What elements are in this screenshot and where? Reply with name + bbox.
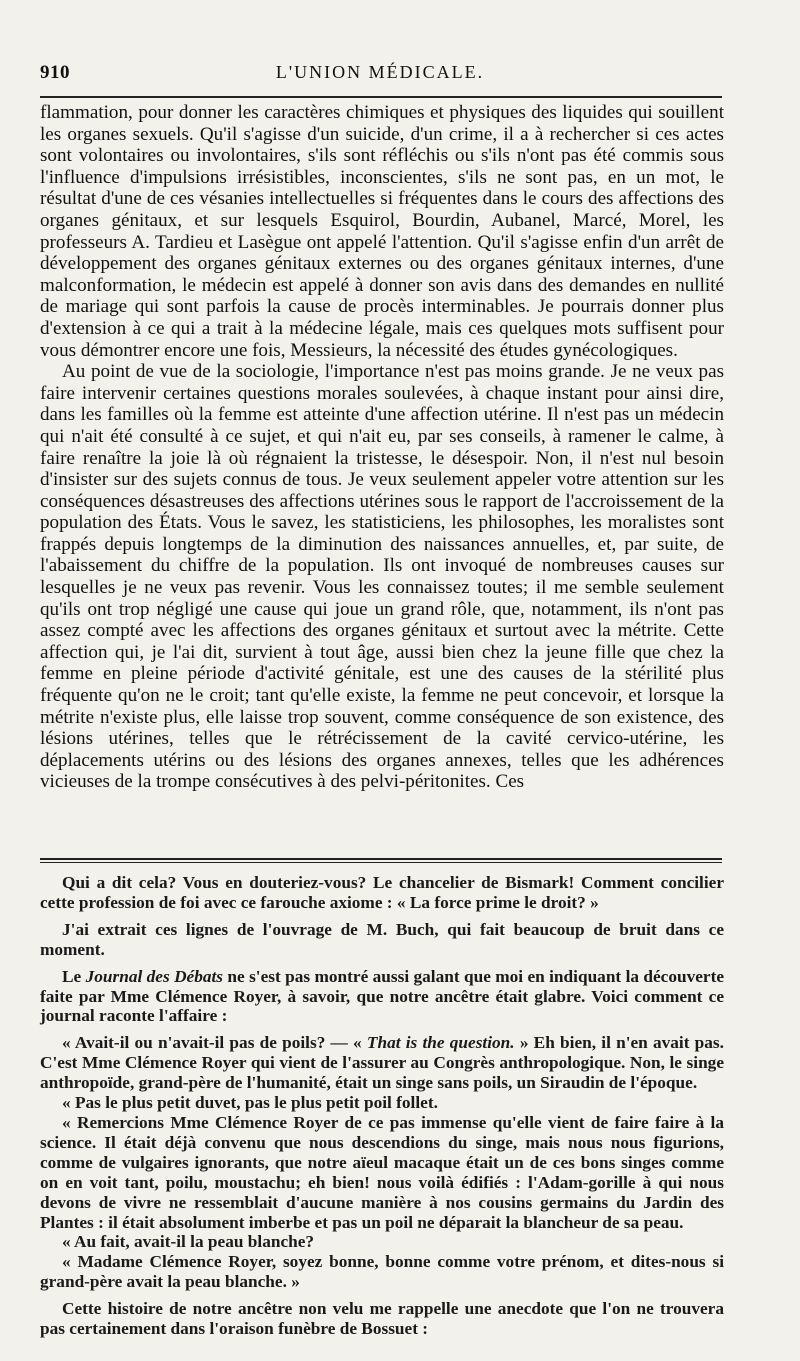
paragraph-sociology: Au point de vue de la sociologie, l'importance n'est pas moins grande. Je ne veux pas faire intervenir certaines questions morales soulevées, à chaque instant pour ainsi dire, dans les familles où la femme est atteinte d'une affection utérine. Il n'est pas un médecin qui n'ait été consulté à ce sujet, et qui n'ait eu, par ses conseils, à ramener le calme, à faire renaître la joie là où régnaient la tristesse, le désespoir. Non, il n'est nul besoin d'insister sur des sujets connus de tous. Je veux seulement appeler votre attention sur les conséquences désastreuses des affections utérines sous le rapport de l'accroissement de la population des États. Vous le savez, les statisticiens, les philosophes, les moralistes sont frappés depuis longtemps de la diminution des naissances annuelles, et, par suite, de l'abaissement du chiffre de la population. Ils ont invoqué de nombreuses causes sur lesquelles je ne veux pas revenir. Vous les connaissez toutes; il me semble seulement qu'ils ont trop négligé une cause qui joue un grand rôle, que, notamment, ils n'ont pas assez compté avec les affections des organes génitaux et surtout avec la métrite. Cette affection qui, je l'ai dit, survient à tout âge, aussi bien chez la jeune fille que chez la femme en pleine période d'activité génitale, est une des causes de la stérilité plus fréquente qu'on ne le croit; tant qu'elle existe, la femme ne peut concevoir, et lorsque la métrite n'existe plus, elle laisse trop souvent, comme conséquence de son existence, des lésions utérines, telles que le rétrécissement de la cavité cervico-utérine, les déplacements utérins ou des lésions des organes annexes, telles que les adhérences vicieuses de la trompe consécutives à des pelvi-péritonites. Ces bbox=[40, 361, 724, 793]
feuilleton-paragraph: « Au fait, avait-il la peau blanche? bbox=[62, 1232, 315, 1252]
feuilleton-paragraph bbox=[40, 1033, 724, 1093]
feuilleton-rule-thick bbox=[40, 858, 722, 860]
feuilleton-paragraph bbox=[40, 967, 724, 1027]
text-run: ne s'est pas montré aussi galant que moi en indiquant la découverte faite par Mme Clémence Royer, à savoir, que notre ancêtre était glabre. Voici comment ce journal raconte l'affaire : bbox=[40, 966, 724, 1026]
feuilleton-rule-thin bbox=[40, 862, 722, 863]
feuilleton-paragraph: « Remercions Mme Clémence Royer de ce pas immense qu'elle vient de faire faire à la science. Il était déjà convenu que nous descendions du singe, mais nous nous figurions, comme de vulgaires ignorants, que notre aïeul macaque était un de ces bons singes comme on en voit tant, poilu, moustachu; eh bien! nous voilà édifiés : l'Adam-gorille à qui nous devons de vivre ne ressemblait d'aucune manière à nos cousins germains du Jardin des Plantes : il était absolument imberbe et pas un poil ne déparait la blancheur de sa peau. bbox=[40, 1112, 724, 1232]
header-rule bbox=[40, 96, 722, 98]
text-run: « Avait-il ou n'avait-il pas de poils? — « bbox=[62, 1033, 367, 1053]
text-run: Le bbox=[62, 966, 86, 986]
main-article-text bbox=[40, 102, 724, 793]
feuilleton-paragraph: « Madame Clémence Royer, soyez bonne, bonne comme votre prénom, et dites-nous si grand-père avait la peau blanche. » bbox=[40, 1252, 724, 1292]
feuilleton-paragraph: Cette histoire de notre ancêtre non velu me rappelle une anecdote que l'on ne trouvera pas certainement dans l'oraison funèbre de Bossuet : bbox=[40, 1299, 724, 1339]
paragraph-legal-medicine: flammation, pour donner les caractères chimiques et physiques des liquides qui souillent les organes sexuels. Qu'il s'agisse d'un suicide, d'un crime, il a à rechercher si ces actes sont volontaires ou involontaires, s'ils sont réfléchis ou s'ils n'ont pas été commis sous l'influence d'impulsions irrésistibles, inconscientes, s'ils ne sont pas, en un mot, le résultat d'une de ces vésanies intellectuelles si fréquentes dans le cours des affections des organes génitaux, et sur lesquels Esquirol, Bourdin, Aubanel, Marcé, Morel, les professeurs A. Tardieu et Lasègue ont appelé l'attention. Qu'il s'agisse enfin d'un arrêt de développement des organes génitaux externes ou des organes génitaux internes, d'une malconformation, le médecin est appelé à donner son avis dans des demandes en nullité de mariage qui sont parfois la cause de procès interminables. Je pourrais donner plus d'extension à ce qui a trait à la médecine légale, mais ces quelques mots suffisent pour vous démontrer encore une fois, Messieurs, la nécessité des études gynécologiques. bbox=[40, 102, 724, 361]
feuilleton-text bbox=[40, 873, 724, 1346]
feuilleton-paragraph: « Pas le plus petit duvet, pas le plus petit poil follet. bbox=[62, 1093, 438, 1113]
page-header bbox=[40, 58, 720, 88]
running-title: L'UNION MÉDICALE. bbox=[275, 62, 485, 82]
feuilleton-paragraph: Qui a dit cela? Vous en douteriez-vous? Le chancelier de Bismark! Comment concilier cette profession de foi avec ce farouche axiome : « La force prime le droit? » bbox=[40, 873, 724, 912]
text-run: » Eh bien, il n'en avait pas. C'est Mme Clémence Royer qui vient de l'assurer au Congrès anthropologique. Non, le singe anthropoïde, grand-père de l'humanité, était un singe sans poils, un Siraudin de l'époque. bbox=[40, 1033, 724, 1093]
journal-title: Journal des Débats bbox=[85, 966, 224, 986]
page-number: 910 bbox=[40, 62, 70, 83]
quote-english: That is the question. bbox=[366, 1033, 515, 1053]
feuilleton-paragraph: J'ai extrait ces lignes de l'ouvrage de M. Buch, qui fait beaucoup de bruit dans ce moment. bbox=[40, 919, 724, 959]
